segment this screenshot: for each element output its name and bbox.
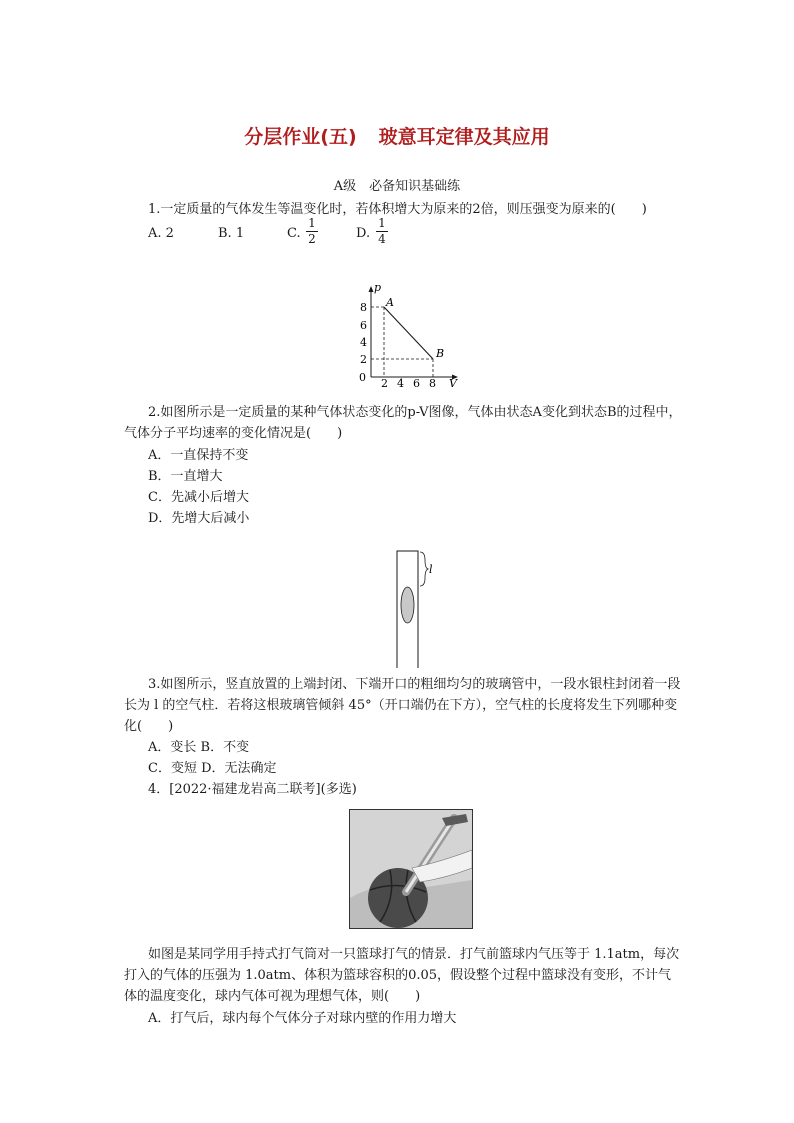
q4-stem: 如图是某同学用手持式打气筒对一只篮球打气的情景．打气前篮球内气压等于 1.1atm，每次打入的气体的压强为 1.0atm、体积为篮球容积的0.05，假设整个过程中篮球没有变形，不计气体的温度变化，球内气体可视为理想气体，则( )	[124, 947, 680, 1004]
q1-option-b: B. 1	[218, 226, 245, 241]
x-tick-6: 6	[413, 377, 420, 389]
origin-label: 0	[359, 371, 366, 384]
length-brace	[420, 552, 428, 586]
point-a-label: A	[386, 296, 394, 309]
q1-option-c-prefix: C.	[287, 226, 301, 241]
y-axis-arrow	[369, 286, 374, 292]
q1-option-d-numerator: 1	[376, 216, 388, 232]
q3-options-row2: C．变短 D．无法确定	[148, 761, 277, 776]
page-title	[0, 122, 794, 149]
y-axis-label: p	[374, 283, 382, 294]
state-line-ab	[384, 307, 433, 359]
q1-option-c-numerator: 1	[306, 216, 318, 232]
q4-option-a: A．打气后，球内每个气体分子对球内壁的作用力增大	[148, 1011, 457, 1026]
q1-option-c-denominator: 2	[308, 232, 316, 246]
y-tick-4: 4	[360, 336, 367, 349]
q1-option-d-denominator: 4	[378, 232, 386, 246]
q3-options-row1: A．变长 B．不变	[148, 740, 250, 755]
q1-option-a: A. 2	[148, 226, 174, 241]
y-tick-6: 6	[360, 319, 367, 332]
title-part1: 分层作业(五)	[244, 126, 357, 148]
x-tick-4: 4	[397, 377, 404, 389]
x-tick-8: 8	[429, 377, 436, 389]
q2-stem: 2.如图所示是一定质量的某种气体状态变化的p-V图像，气体由状态A变化到状态B的过程中，气体分子平均速率的变化情况是( )	[124, 405, 682, 441]
tube-length-label: l	[429, 563, 433, 576]
glass-tube-figure	[385, 548, 435, 670]
basketball-pump-photo	[349, 809, 473, 929]
q2-option-a: A．一直保持不变	[148, 448, 249, 463]
q1-option-d-fraction	[376, 216, 388, 247]
pv-graph	[355, 283, 465, 389]
q2-option-b: B．一直增大	[148, 469, 223, 484]
point-b-label: B	[436, 347, 445, 360]
mercury-column	[401, 587, 414, 623]
q2-option-d: D．先增大后减小	[148, 511, 250, 526]
x-axis-label: V	[449, 377, 457, 389]
q3-stem: 3.如图所示，竖直放置的上端封闭、下端开口的粗细均匀的玻璃管中，一段水银柱封闭着一段长为 l 的空气柱．若将这根玻璃管倾斜 45°（开口端仍在下方），空气柱的长度将发生下列哪种变化( )	[124, 677, 681, 734]
y-tick-2: 2	[360, 353, 367, 366]
basketball-pump-illustration	[350, 810, 472, 928]
section-heading: A级 必备知识基础练	[333, 179, 461, 194]
q1-option-d-prefix: D.	[356, 226, 371, 241]
q4-heading: 4．[2022·福建龙岩高二联考](多选)	[148, 782, 357, 797]
title-part2: 玻意耳定律及其应用	[378, 126, 550, 148]
x-tick-2: 2	[381, 377, 388, 389]
q1-stem: 1.一定质量的气体发生等温变化时，若体积增大为原来的2倍，则压强变为原来的( )	[148, 202, 647, 217]
q1-option-c-fraction	[306, 216, 318, 247]
y-tick-8: 8	[360, 301, 367, 314]
q2-option-c: C．先减小后增大	[148, 490, 249, 505]
